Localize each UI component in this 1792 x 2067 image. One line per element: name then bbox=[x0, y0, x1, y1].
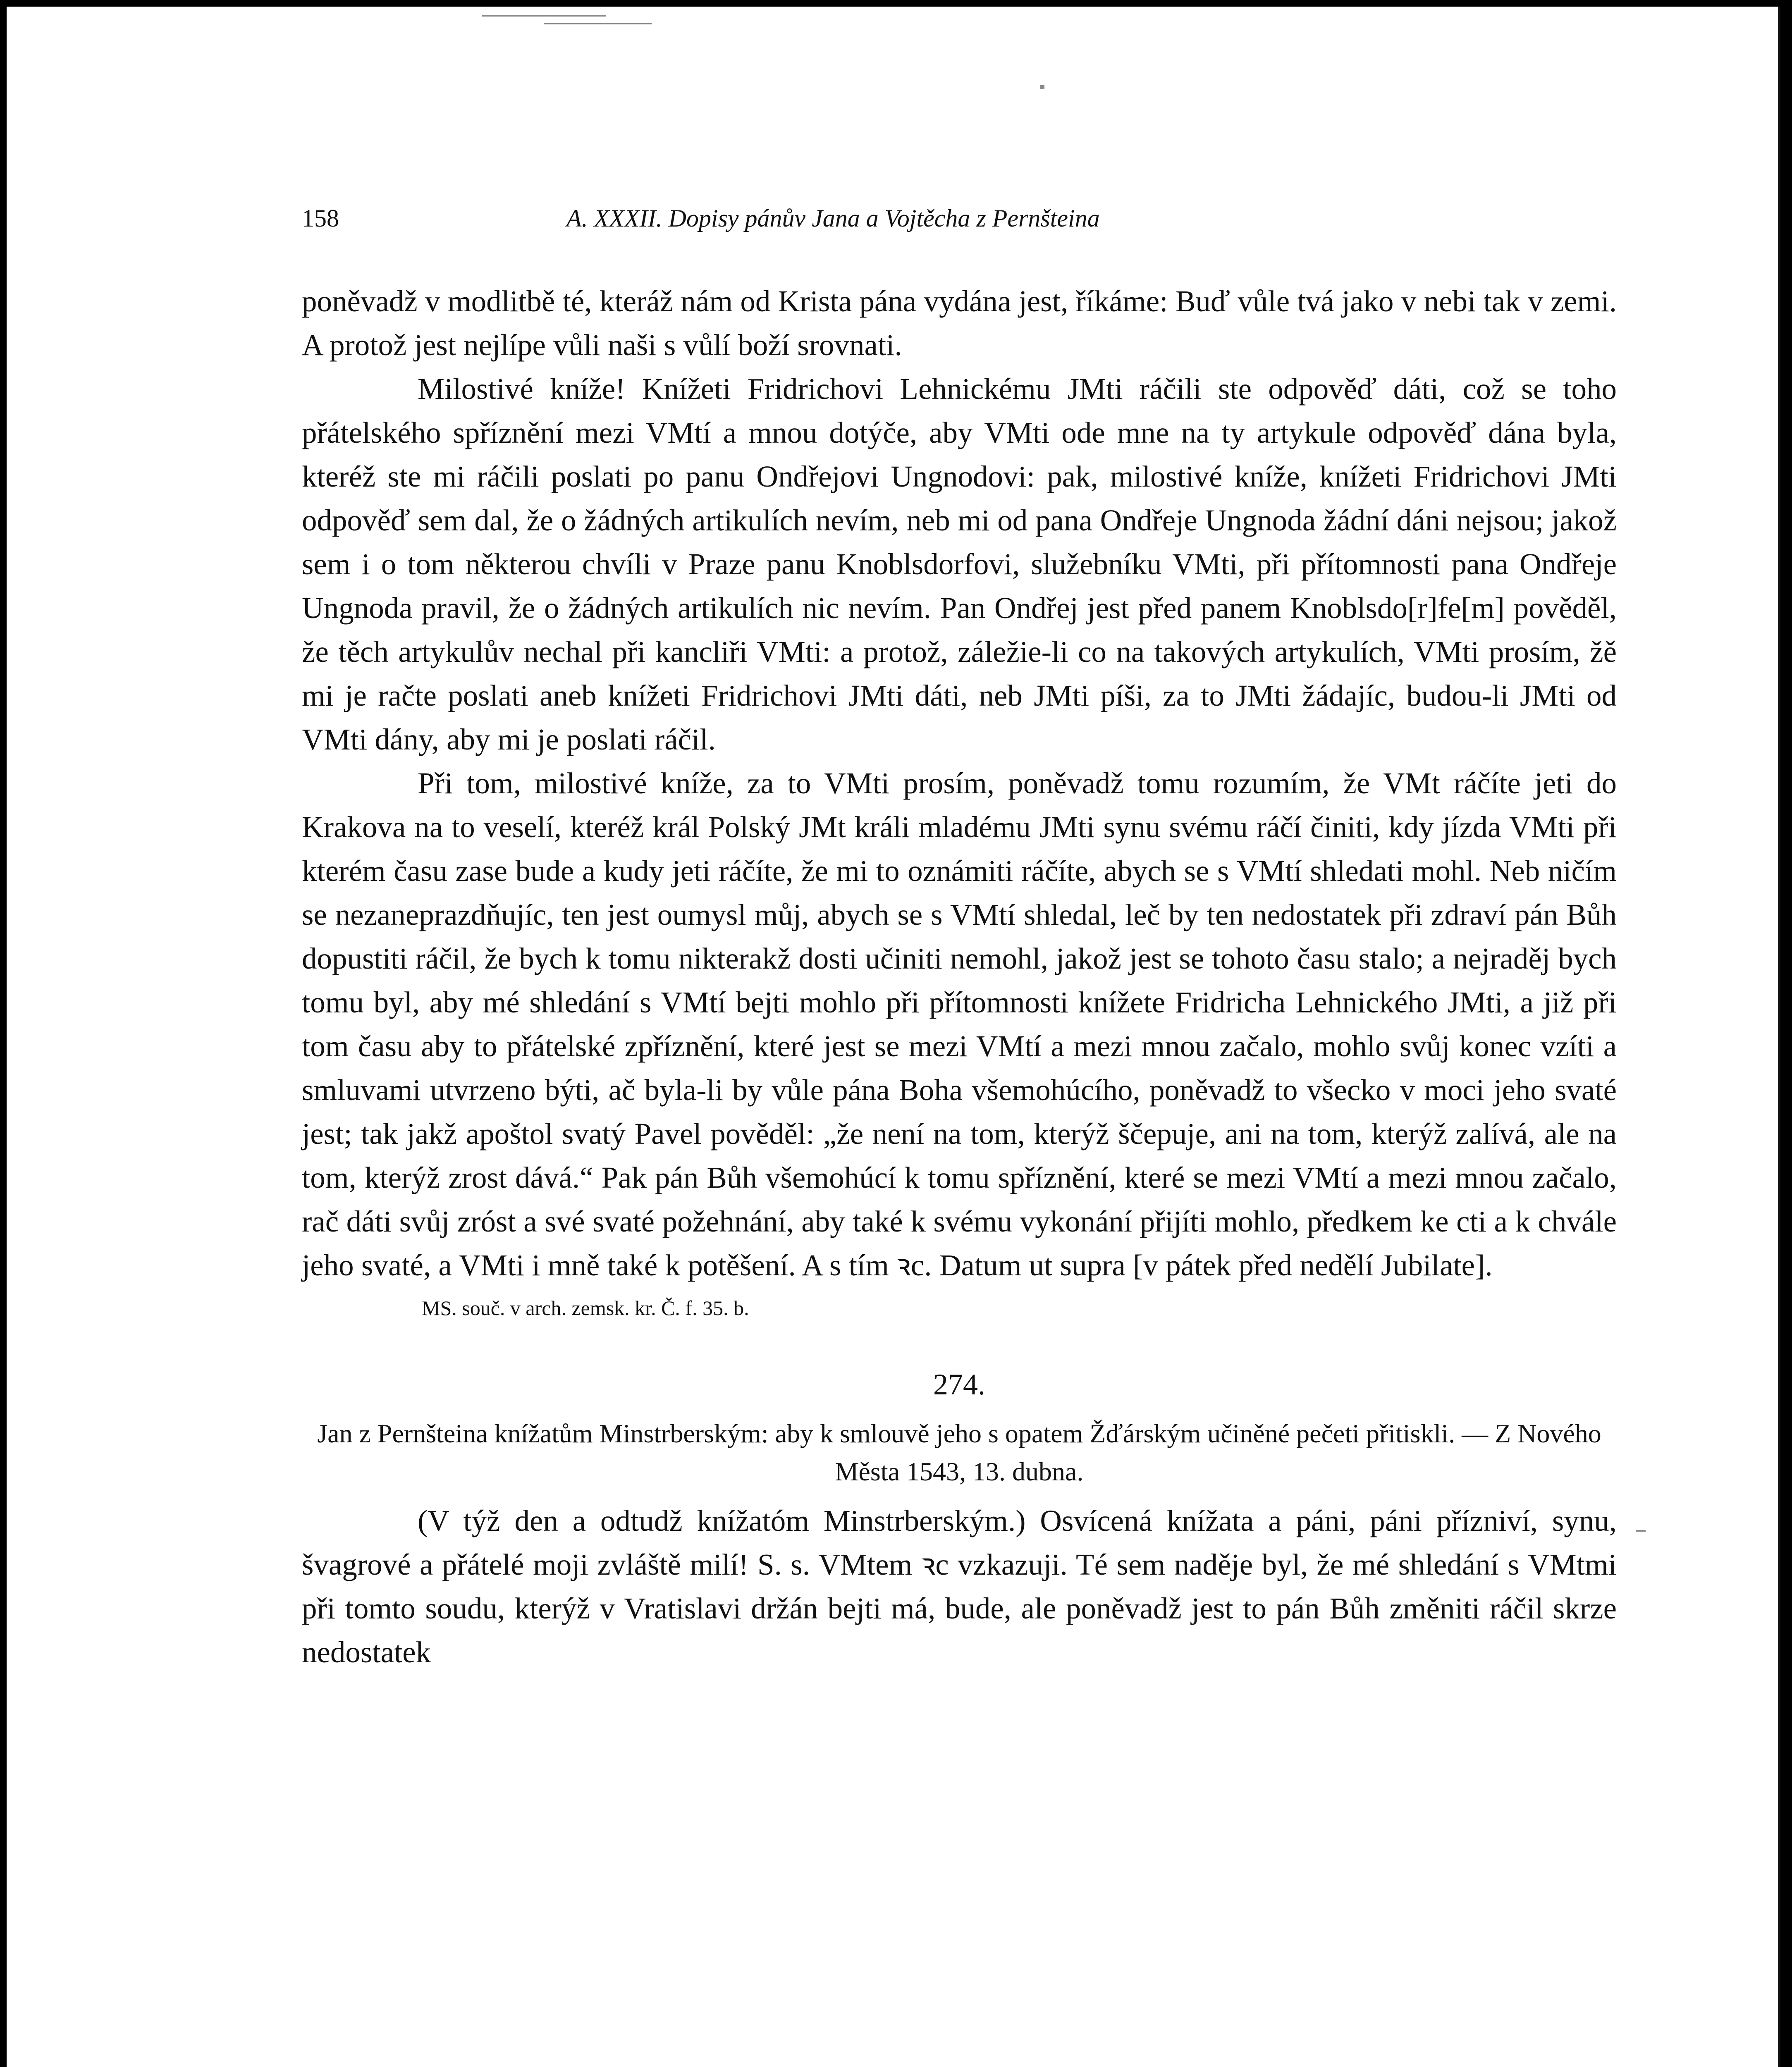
page-header bbox=[302, 204, 1617, 237]
letter-274-opening: (V týž den a odtudž knížatóm Minstrberským.) Osvícená knížata a páni, páni přízniví, synu, švagrové a přátelé moji zvláště milí! S. s. VMtem ꝛc vzkazuji. Té sem naděje byl, že mé shledání s VMtmi při tomto soudu, kterýž v Vratislavi držán bejti má, bude, ale poněvadž jest to pán Bůh změniti ráčil skrze nedostatek bbox=[302, 1504, 1617, 1669]
running-title: A. XXXII. Dopisy pánův Jana a Vojtěcha z Pernšteina bbox=[566, 205, 1100, 232]
page-number: 158 bbox=[302, 205, 339, 232]
document-number: 274. bbox=[933, 1368, 985, 1401]
document-summary: Jan z Pernšteina knížatům Minstrberským: aby k smlouvě jeho s opatem Žďárským učiněné pečeti přitiskli. — Z Nového Města 1543, 13. dubna. bbox=[317, 1419, 1601, 1486]
source-note: MS. souč. v arch. zemsk. kr. Č. f. 35. b. bbox=[422, 1296, 749, 1320]
scan-mark bbox=[482, 15, 606, 17]
book-page bbox=[7, 7, 1780, 2067]
letter-273-paragraph-1: poněvadž v modlitbě té, kteráž nám od Krista pána vydána jest, říkáme: Buď vůle tvá jako v nebi tak v zemi. A protož jest nejlípe vůli naši s vůlí boží srovnati. bbox=[302, 284, 1617, 362]
scan-mark bbox=[1636, 1530, 1646, 1532]
scan-mark bbox=[1040, 85, 1044, 89]
letter-273-paragraph-2: Milostivé kníže! Knížeti Fridrichovi Lehnickému JMti ráčili ste odpověď dáti, což se toho přátelského spříznění mezi VMtí a mnou dotýče, aby VMti ode mne na ty artykule odpověď dána byla, kteréž ste mi ráčili poslati po panu Ondřejovi Ungnodovi: pak, milostivé kníže, knížeti Fridrichovi JMti odpověď sem dal, že o žádných artikulích nevím, neb mi od pana Ondřeje Ungnoda žádní dáni nejsou; jakož sem i o tom některou chvíli v Praze panu Knoblsdorfovi, služebníku VMti, při přítomnosti pana Ondřeje Ungnoda pravil, že o žádných artikulích nic nevím. Pan Ondřej jest před panem Knoblsdo[r]fe[m] pověděl, že těch artykulův nechal při kancliři VMti: a protož, záležie-li co na takových artykulích, VMti prosím, žě mi je račte poslati aneb knížeti Fridrichovi JMti dáti, neb JMti píši, za to JMti žádajíc, budou-li JMti od VMti dány, aby mi je poslati ráčil. bbox=[302, 372, 1617, 756]
scan-mark bbox=[544, 23, 652, 24]
page-body bbox=[302, 279, 1617, 1674]
letter-273-paragraph-3: Při tom, milostivé kníže, za to VMti prosím, poněvadž tomu rozumím, že VMt ráčíte jeti do Krakova na to veselí, kteréž král Polský JMt králi mladému JMti synu svému ráčí činiti, kdy jízda VMti při kterém času zase bude a kudy jeti ráčíte, že mi to oznámiti ráčíte, abych se s VMtí shledati mohl. Neb ničím se nezaneprazdňujíc, ten jest oumysl můj, abych se s VMtí shledal, leč by ten nedostatek při zdraví pán Bůh dopustiti ráčil, že bych k tomu nikterakž dosti učiniti nemohl, jakož jest se tohoto času stalo; a nejraděj bych tomu byl, aby mé shledání s VMtí bejti mohlo při přítomnosti knížete Fridricha Lehnického JMti, a již při tom času aby to přátelské zpříznění, které jest se mezi VMtí a mezi mnou začalo, mohlo svůj konec vzíti a smluvami utvrzeno býti, ač byla-li by vůle pána Boha všemohúcího, poněvadž to všecko v moci jeho svaté jest; tak jakž apoštol svatý Pavel pověděl: „že není na tom, kterýž ščepuje, ani na tom, kterýž zalívá, ale na tom, kterýž zrost dává.“ Pak pán Bůh všemohúcí k tomu spříznění, které se mezi VMtí a mezi mnou začalo, rač dáti svůj zróst a své svaté požehnání, aby také k svému vykonání přijíti mohlo, předkem ke cti a k chvále jeho svaté, a VMti i mně také k potěšení. A s tím ꝛc. Datum ut supra [v pátek před nedělí Jubilate]. bbox=[302, 766, 1617, 1282]
